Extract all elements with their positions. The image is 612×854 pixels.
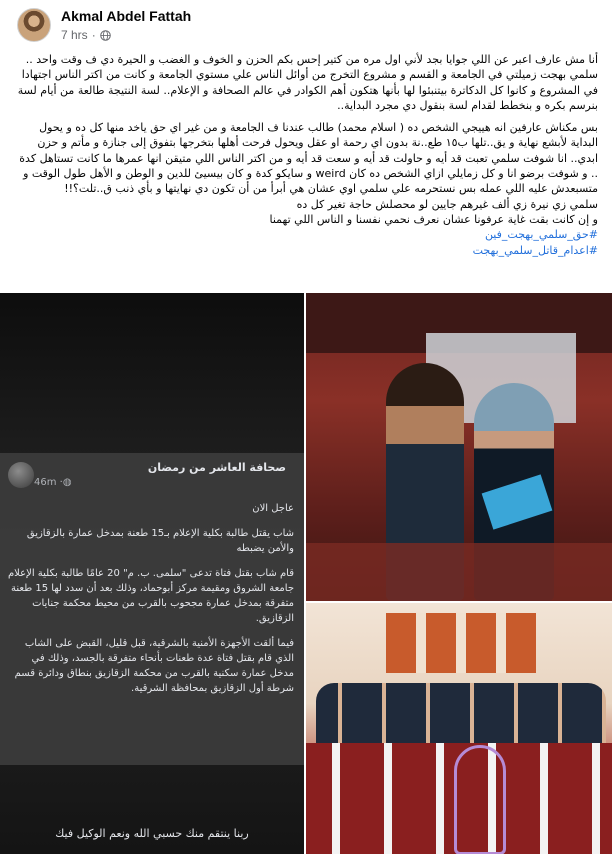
- group-photo[interactable]: [306, 603, 612, 854]
- news-screenshot-image[interactable]: [0, 293, 304, 854]
- author-name[interactable]: Akmal Abdel Fattah: [61, 8, 192, 24]
- group-row-back: [316, 683, 606, 743]
- globe-icon: ·◍: [59, 477, 72, 488]
- post-paragraph: و إن كانت بقت غاية عرفونا عشان نعرف نحمي نفسنا و الناس اللي تهمنا: [269, 212, 598, 226]
- post-paragraph: بس مكناش عارفين انه هييجي الشخص ده ( اسلام محمد) طالب عندنا ف الجامعة و من غير اي حق ياخد منها كل ده و يحول البداية لأبشع نهاية و يق..تلها ب١٥ طع..نة بدون اي رحمة او عقل ويحول فرحت أهلها بتخرجها بتفوق إلى جنازة و مأتم و حزن ابدي.. انا شوفت سلمي تعبت قد أيه و حاولت قد أيه و سعت قد أيه و من اكتر الناس اللي متيقن انها عمرها ما كانت تستاهل كدة .. و شوفت برضو انا و كل زمايلي ازاي الشخص ده كان weird و سايكو كدة و كان بيسيئ للدين و الوطن و الأهل طول الوقت و متسبعدش عليه اللي عمله بس نستحرمه علي سلمي اوي عشان هي أبرأ من أن تكون دي نهايتها و بأي ذنب ق..تلت؟!!: [19, 121, 598, 196]
- hashtag-link[interactable]: #حق_سلمي_بهجت_فين: [484, 228, 598, 242]
- post-body: [14, 52, 598, 258]
- highlight-circle: [454, 745, 506, 854]
- post-paragraph: سلمي زي نيرة زي ألف غيرهم جايين لو محصلش حاجة تغير كل ده: [296, 197, 598, 211]
- hashtag-link[interactable]: #اعدام_قاتل_سلمي_بهجت: [472, 243, 598, 257]
- seats: [306, 543, 612, 601]
- post-time[interactable]: 7 hrs: [61, 28, 88, 42]
- page-avatar: [8, 462, 34, 488]
- news-time: [34, 477, 72, 488]
- graduation-photo[interactable]: [306, 293, 612, 601]
- globe-icon[interactable]: [100, 30, 111, 41]
- news-line: قام شاب بقتل فتاة تدعى "سلمى. ب. م" 20 عامًا طالبة بكلية الإعلام جامعة الشروق ومقيمة مركز أبوحماد، وذلك بعد أن سدد لها 15 طعنة متفرقة بمدخل عمارة مجحوب بالقرب من محيط محكمة جنايات الزقازيق.: [7, 568, 294, 624]
- meta-separator: ·: [91, 28, 96, 42]
- author-avatar[interactable]: [17, 8, 51, 42]
- media-grid: [0, 293, 612, 854]
- news-time-text: 46m: [34, 477, 57, 488]
- post-header: [0, 0, 612, 50]
- screenshot-footer: ربنا ينتقم منك حسبي الله ونعم الوكيل فيك: [55, 827, 249, 840]
- news-line: عاجل الان: [252, 503, 294, 514]
- news-card: [0, 453, 304, 765]
- post-meta: [61, 28, 111, 42]
- post-paragraph: أنا مش عارف اعبر عن اللي جوايا بجد لأني اول مره من كتير إحس بكم الحزن و الخوف و الغضب و الحيرة دي ف وقت واحد .. سلمي بهجت زميلتي في الجامعة و القسم و مشروع التخرج من أوائل الناس علي مستوي الجامعة و كانت من اكتر الناس اجتهادا في المشروع و كانوا كل الدكاترة بيتنبئوا لها بأنها هتكون أهم الكوادر في عالم الصحافة و الإعلام.. لسة النتيجة طالعة من أيام لسة بنرسم بكره و بنخطط لقدام لسة بنقول دي مجرد البداية..: [17, 53, 598, 112]
- windows: [386, 613, 536, 673]
- news-line: فيما ألقت الأجهزة الأمنية بالشرقية، قبل قليل، القبض على الشاب الذي قام بقتل فتاة عدة طعنات بأنحاء متفرقة بالجسد، وذلك في مدخل عمارة سكنية بالقرب من محكمة الزقازيق بنطاق ودائرة قسم شرطة أول الزقازيق بمحافظة الشرقية.: [14, 638, 294, 694]
- news-page-name: صحافة العاشر من رمضان: [147, 461, 286, 474]
- news-body: [6, 501, 294, 706]
- news-line: شاب يقتل طالبة بكلية الإعلام بـ15 طعنة بمدخل عمارة بالزقازيق والأمن يضبطه: [26, 528, 294, 554]
